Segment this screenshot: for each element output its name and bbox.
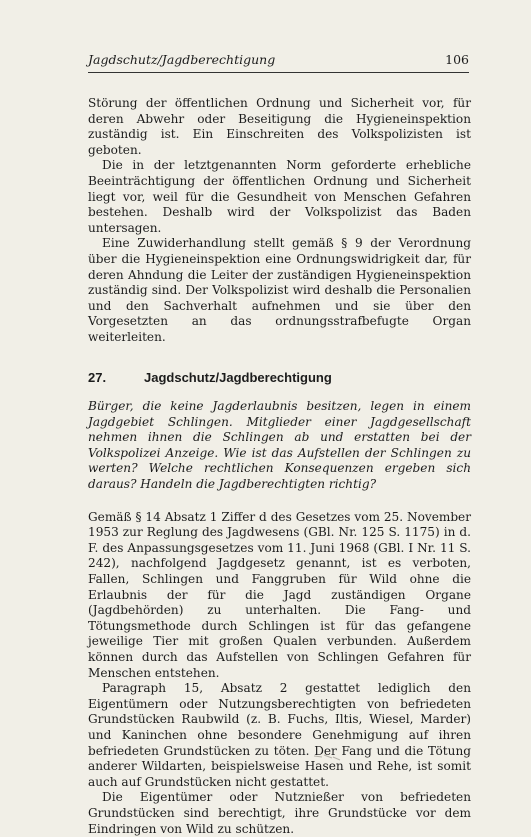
paragraph: Paragraph 15, Absatz 2 gestattet lediglich den Eigentümern oder Nutzungsberechtigten von befriedeten Grundstücken Raubwild (z. B. Fuchs, Iltis, Wiesel, Marder) und Kaninchen ohne besondere Genehmigung auf ihren befriedeten Grundstücken zu töten. Der Fang und die Tötung anderer Wildarten, beispielsweise Hasen und Rehe, ist somit auch auf Grundstücken nicht gestattet. — [88, 681, 471, 789]
paragraph: Die Eigentümer oder Nutznießer von befriedeten Grundstücken sind berechtigt, ihre Grundstücke vor dem Eindringen von Wild zu schützen. — [88, 790, 471, 836]
paragraph: Gemäß § 14 Absatz 1 Ziffer d des Gesetzes vom 25. November 1953 zur Reglung des Jagdwesens (GBl. Nr. 125 S. 1175) in d. F. des Anpassungsgesetzes vom 11. Juni 1968 (GBl. I Nr. 11 S. 242), nachfolgend Jagdgesetz genannt, ist es verboten, Fallen, Schlingen und Fanggruben für Wild ohne die Erlaubnis der für die Jagd zuständigen Organe (Jagdbehörden) zu unterhalten. Die Fang- und Tötungsmethode durch Schlingen ist für das gefangene jeweilige Tier mit großen Qualen verbunden. Außerdem können durch das Aufstellen von Schlingen Gefahren für Menschen entstehen. — [88, 509, 471, 680]
paragraph: Störung der öffentlichen Ordnung und Sicherheit vor, für deren Abwehr oder Beseitigung die Hygieneinspektion zuständig ist. Ein Einschreiten des Volkspolizisten ist geboten. — [88, 96, 471, 157]
case-question: Bürger, die keine Jagderlaubnis besitzen, legen in einem Jagdgebiet Schlingen. Mitglieder einer Jagdgesellschaft nehmen ihnen die Schlingen ab und erstatten bei der Volkspolizei Anzeige. Wie ist das Aufstellen der Schlingen zu werten? Welche rechtlichen Konsequenzen ergeben sich daraus? Handeln die Jagdberechtigten richtig? — [88, 399, 471, 492]
paragraph: Die in der letztgenannten Norm geforderte erhebliche Beeinträchtigung der öffentlichen Ordnung und Sicherheit liegt vor, weil für die Gesundheit von Menschen Gefahren bestehen. Deshalb wird der Volkspolizist das Baden untersagen. — [88, 158, 471, 235]
header-rule — [88, 72, 469, 73]
page-number: 106 — [445, 52, 469, 67]
running-header — [88, 52, 469, 67]
section-number: 27. — [88, 369, 107, 385]
scan-smudge — [312, 752, 342, 762]
section-heading — [88, 370, 471, 386]
page-body — [88, 96, 471, 837]
section-title: Jagdschutz/Jagdberechtigung — [144, 369, 332, 385]
running-title: Jagdschutz/Jagdberechtigung — [88, 52, 276, 67]
paragraph: Eine Zuwiderhandlung stellt gemäß § 9 der Verordnung über die Hygieneinspektion eine Ordnungswidrigkeit dar, für deren Ahndung die Leiter der zuständigen Hygieneinspektion zuständig sind. Der Volkspolizist wird deshalb die Personalien und den Sachverhalt aufnehmen und sie über den Vorgesetzten an das ordnungsstrafbefugte Organ weiterleiten. — [88, 236, 471, 344]
